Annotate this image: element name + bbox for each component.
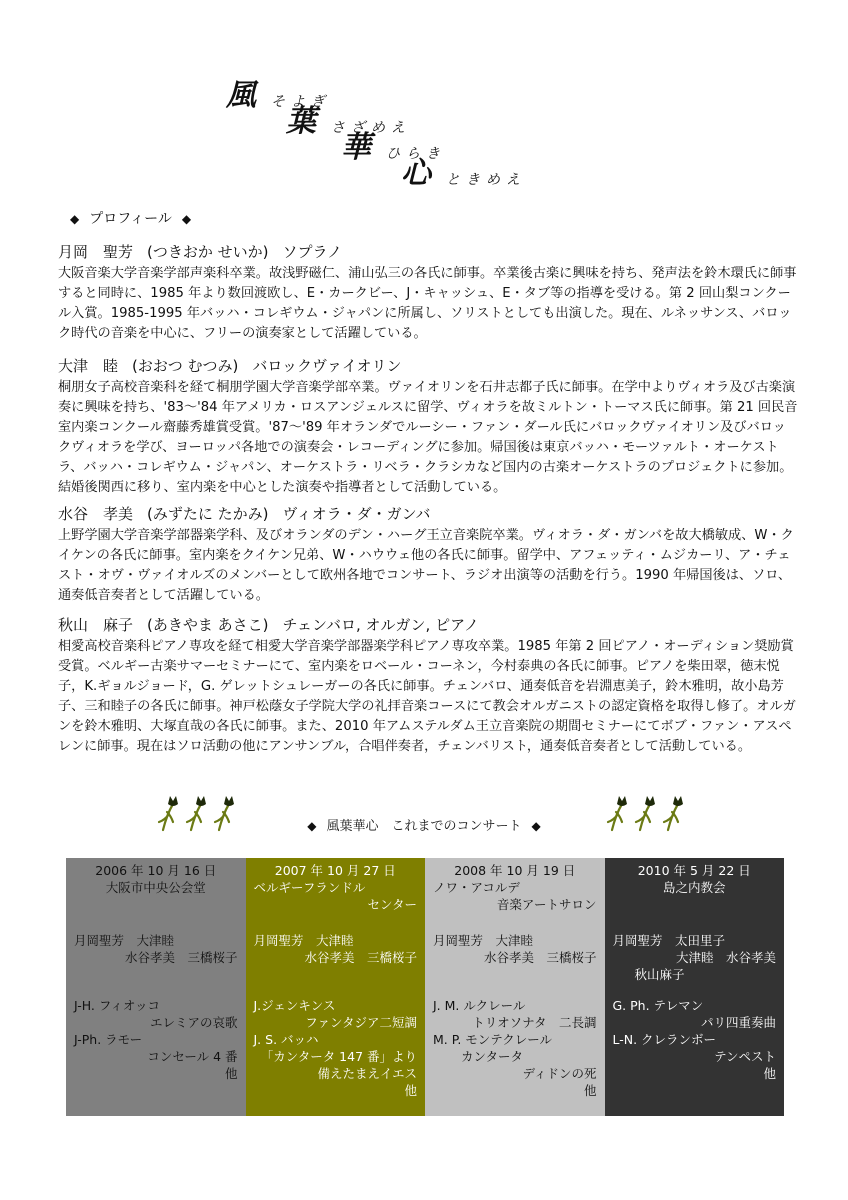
performer-role: ソプラノ [282,243,343,261]
program-composer: J.ジェンキンス [253,998,336,1013]
concert-venue [613,879,777,896]
title-kana: ときめえ [446,171,526,188]
program-composer: G. Ph. テレマン [612,998,704,1013]
performers-line: 大津睦 水谷孝美 [675,950,776,965]
performer-bio: 上野学園大学音楽学部器楽学科、及びオランダのデン・ハーグ王立音楽院卒業。ヴィオラ・ダ・ガンバを故大橋敏成、W・クイケンの各氏に師事。室内楽をクイケン兄弟、W・ハウウェ他の各氏に師事。留学中、アフェッティ・ムジカーリ、ア・チェスト・オヴ・ヴァイオルズのメンバーとして欧州各地でコンサート、ラジオ出演等の活動を行う。1990 年帰国後は、ソロ、通奏低音奏者として活躍している。 [58,528,794,603]
program-etc: 他 [224,1066,238,1081]
program-work: 備えたまえイエス [317,1066,417,1081]
program-composer: J. M. ルクレール [433,998,526,1013]
concerts-table [66,858,784,1116]
performer-role: チェンバロ, オルガン, ピアノ [282,616,479,634]
concert-program [254,997,418,1099]
performer-reading: (みずたに たかみ) [147,505,269,523]
program-work: パリ四重奏曲 [700,1015,776,1030]
performer-reading: (おおつ むつみ) [132,357,239,375]
program-etc: 他 [404,1083,417,1098]
title-kanji: 葉 [286,104,317,139]
performer-bio: 大阪音楽大学音楽学部声楽科卒業。故浅野磁仁、浦山弘三の各氏に師事。卒業後古楽に興味を持ち、発声法を鈴木環氏に師事すると同時に、1985 年より数回渡欧し、E・カークビー、J・キャッシュ、E・タブ等の指導を受ける。第 2 回山梨コンクール入賞。1985-1995 年バッハ・コレギウム・ジャパンに所属し、ソリストとしても出演した。現在、ルネッサンス、バロック時代の音楽を中心に、フリーの演奏家として活躍している。 [58,266,797,341]
concert-date: 2010 年 5 月 22 日 [637,863,751,878]
concert-program [74,997,238,1082]
performers-line: 水谷孝美 三橋桜子 [124,950,238,965]
program-work: ファンタジア二短調 [305,1015,417,1030]
concert-program [433,997,597,1099]
program-composer: M. P. モンテクレール [433,1032,553,1047]
performer-bio: 相愛高校音楽科ピアノ専攻を経て相愛大学音楽学部器楽学科ピアノ専攻卒業。1985 年第 2 回ピアノ・オーディション奨励賞受賞。ベルギー古楽サマーセミナーにて、室内楽をロベール・コーネン，今村泰典の各氏に師事。ピアノを柴田翠，徳末悦子，K.ギョルジョード，G. ゲレットシュレーガーの各氏に師事。チェンバロ、通奏低音を岩淵恵美子，鈴木雅明，故小島芳子、三和睦子の各氏に師事。神戸松蔭女子学院大学の礼拝音楽コースにて教会オルガニストの認定資格を取得し修了。オルガンを鈴木雅明、大塚直哉の各氏に師事。また、2010 年アムステルダム王立音楽院の期間セミナーにてボブ・ファン・アスペレンに師事。現在はソロ活動の他にアンサンブル，合唱伴奏者，チェンバリスト，通奏低音奏者として活動している。 [58,639,796,754]
diamond-icon: ◆ [181,212,192,226]
program-work: ディドンの死 [522,1066,597,1081]
performer-role: バロックヴァイオリン [252,357,402,375]
concert-performers [254,932,418,966]
profile-tsukioka [58,240,798,344]
performers-line: 水谷孝美 三橋桜子 [483,950,597,965]
title-kana: ひらき [386,145,446,162]
performers-line: 月岡聖芳 大津睦 [433,933,534,948]
title-kana: そよぎ [271,93,331,110]
profile-name-line [58,502,798,526]
profile-otsu [58,354,798,498]
performer-role: ヴィオラ・ダ・ガンバ [282,505,431,523]
performers-line: 水谷孝美 三橋桜子 [304,950,417,965]
performer-name: 水谷 孝美 [58,505,134,523]
venue-line: ノワ・アコルデ [433,880,520,895]
performer-name: 秋山 麻子 [58,616,134,634]
concert-venue [433,879,597,913]
performers-line: 月岡聖芳 大津睦 [74,933,175,948]
venue-line: 大阪市中央公会堂 [105,880,206,895]
program-work: 「カンタータ 147 番」より [260,1049,417,1064]
concert-column-2007 [246,858,426,1116]
concert-date: 2007 年 10 月 27 日 [274,863,396,878]
title-block [226,70,586,190]
venue-line: 音楽アートサロン [496,897,597,912]
profile-akiyama [58,613,798,757]
concert-venue [74,879,238,896]
program-work: トリオソナタ 二長調 [472,1015,597,1030]
concert-performers [433,932,597,966]
performer-name: 月岡 聖芳 [58,243,134,261]
performers-line: 月岡聖芳 太田里子 [612,933,726,948]
concert-column-2006 [66,858,246,1116]
profile-heading [60,208,201,228]
concert-date: 2006 年 10 月 16 日 [95,863,217,878]
program-work: コンセール 4 番 [147,1049,238,1064]
program-work: カンタータ [461,1049,524,1064]
program-etc: 他 [583,1083,597,1098]
program-composer: J-Ph. ラモー [74,1032,143,1047]
performer-reading: (あきやま あさこ) [147,616,269,634]
diamond-icon: ◆ [307,819,317,833]
concert-column-2010 [605,858,785,1116]
venue-line: ベルギーフランドル [253,880,366,895]
concert-venue [254,879,418,913]
performer-reading: (つきおか せいか) [147,243,269,261]
performers-line: 秋山麻子 [634,967,685,982]
concert-performers [74,932,238,966]
venue-line: 島之内教会 [662,880,726,895]
concert-performers [613,932,777,983]
program-composer: L-N. クレランボー [612,1032,717,1047]
program-composer: J-H. フィオッコ [74,998,161,1013]
concerts-heading [0,815,848,834]
profile-name-line [58,354,798,378]
concerts-heading-label: 風葉華心 これまでのコンサート [326,819,522,834]
concert-date: 2008 年 10 月 19 日 [454,863,576,878]
profile-mizutani [58,502,798,606]
program-work: テンペスト [714,1049,776,1064]
title-kanji: 風 [226,78,257,113]
program-composer: J. S. バッハ [253,1032,319,1047]
performer-bio: 桐朋女子高校音楽科を経て桐朋学園大学音楽学部卒業。ヴァイオリンを石井志都子氏に師事。在学中よりヴィオラ及び古楽演奏に興味を持ち、'83～'84 年アメリカ・ロスアンジェルスに留学、ヴィオラを故ミルトン・トーマス氏に師事。第 21 回民音室内楽コンクール齋藤秀雄賞受賞。'87～'89 年オランダでルーシー・ファン・ダール氏にバロックヴァイオリン及びバロックヴィオラを学び、ヨーロッパ各地での演奏会・レコーディングに参加。帰国後は東京バッハ・モーツァルト・オーケストラ、バッハ・コレギウム・ジャパン、オーケストラ・リベラ・クラシカなど国内の古楽オーケストラのプロジェクトに参加。結婚後関西に移り、室内楽を中心とした演奏や指導者として活動している。 [58,380,798,495]
diamond-icon: ◆ [531,819,541,833]
title-kanji: 華 [341,130,372,165]
title-kanji: 心 [401,156,432,191]
profile-heading-label: プロフィール [89,211,172,227]
profile-name-line [58,613,798,637]
concert-program [613,997,777,1082]
program-etc: 他 [763,1066,776,1081]
diamond-icon: ◆ [70,212,80,226]
title-line-4 [401,148,526,192]
venue-line: センター [367,897,417,912]
concert-column-2008 [425,858,605,1116]
profile-name-line [58,240,798,264]
performers-line: 月岡聖芳 大津睦 [253,933,354,948]
title-kana: さざめえ [331,119,411,136]
program-work: エレミアの哀歌 [149,1015,238,1030]
performer-name: 大津 睦 [58,357,119,375]
